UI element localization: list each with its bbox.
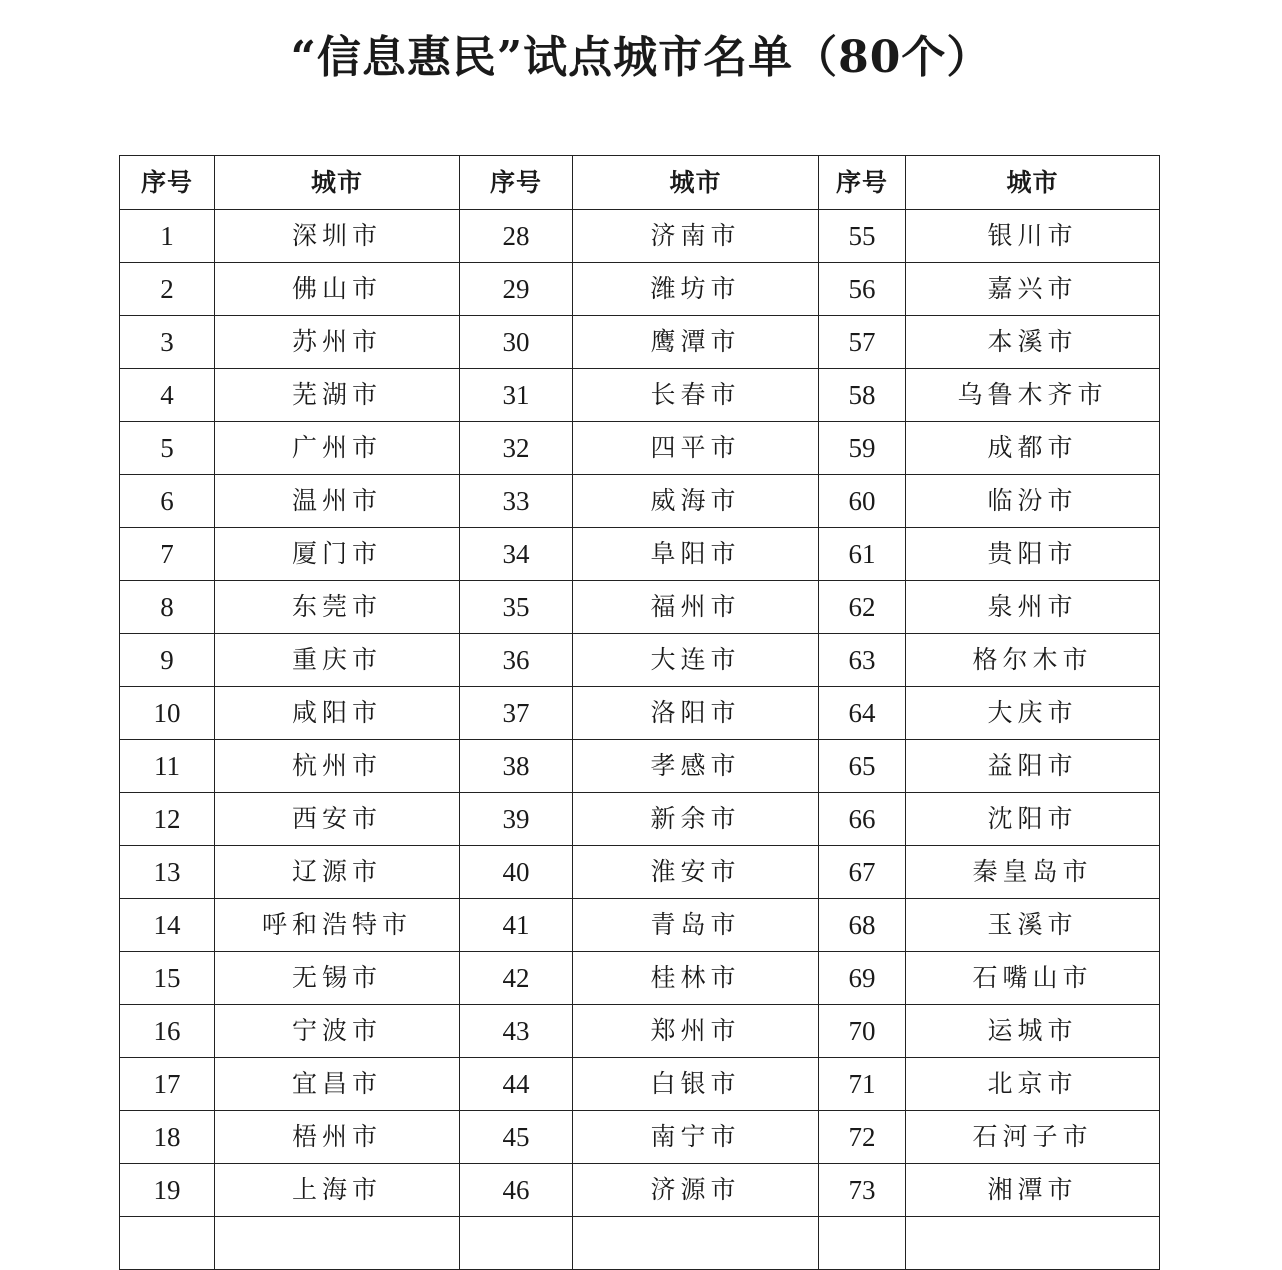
city-cell: 石河子市 xyxy=(906,1111,1160,1164)
index-cell: 45 xyxy=(460,1111,573,1164)
index-cell: 65 xyxy=(819,740,906,793)
city-cell: 梧州市 xyxy=(215,1111,460,1164)
index-cell: 18 xyxy=(120,1111,215,1164)
index-cell: 40 xyxy=(460,846,573,899)
index-cell: 10 xyxy=(120,687,215,740)
table-row xyxy=(120,687,1160,740)
index-cell: 35 xyxy=(460,581,573,634)
city-cell: 桂林市 xyxy=(573,952,819,1005)
city-cell: 鹰潭市 xyxy=(573,316,819,369)
city-cell: 石嘴山市 xyxy=(906,952,1160,1005)
index-cell: 57 xyxy=(819,316,906,369)
city-cell: 无锡市 xyxy=(215,952,460,1005)
index-cell: 38 xyxy=(460,740,573,793)
index-cell: 3 xyxy=(120,316,215,369)
index-cell: 56 xyxy=(819,263,906,316)
city-cell: 厦门市 xyxy=(215,528,460,581)
city-cell: 贵阳市 xyxy=(906,528,1160,581)
city-cell: 淮安市 xyxy=(573,846,819,899)
column-header-index: 序号 xyxy=(819,156,906,210)
city-cell: 佛山市 xyxy=(215,263,460,316)
index-cell: 7 xyxy=(120,528,215,581)
city-cell: 西安市 xyxy=(215,793,460,846)
table-row xyxy=(120,210,1160,263)
city-cell: 潍坊市 xyxy=(573,263,819,316)
index-cell: 19 xyxy=(120,1164,215,1217)
column-header-city: 城市 xyxy=(215,156,460,210)
city-cell: 格尔木市 xyxy=(906,634,1160,687)
city-cell: 阜阳市 xyxy=(573,528,819,581)
index-cell: 14 xyxy=(120,899,215,952)
index-cell: 67 xyxy=(819,846,906,899)
table-row xyxy=(120,846,1160,899)
city-cell: 温州市 xyxy=(215,475,460,528)
index-cell: 42 xyxy=(460,952,573,1005)
column-header-city: 城市 xyxy=(573,156,819,210)
index-cell xyxy=(120,1217,215,1270)
city-cell: 长春市 xyxy=(573,369,819,422)
city-cell: 宁波市 xyxy=(215,1005,460,1058)
city-cell: 苏州市 xyxy=(215,316,460,369)
city-cell: 本溪市 xyxy=(906,316,1160,369)
index-cell: 5 xyxy=(120,422,215,475)
city-cell: 泉州市 xyxy=(906,581,1160,634)
table-row xyxy=(120,899,1160,952)
city-cell: 郑州市 xyxy=(573,1005,819,1058)
city-cell: 沈阳市 xyxy=(906,793,1160,846)
city-cell: 宜昌市 xyxy=(215,1058,460,1111)
city-cell: 孝感市 xyxy=(573,740,819,793)
index-cell: 72 xyxy=(819,1111,906,1164)
column-header-index: 序号 xyxy=(120,156,215,210)
city-cell: 四平市 xyxy=(573,422,819,475)
city-cell: 新余市 xyxy=(573,793,819,846)
city-cell: 芜湖市 xyxy=(215,369,460,422)
city-cell: 秦皇岛市 xyxy=(906,846,1160,899)
city-cell: 北京市 xyxy=(906,1058,1160,1111)
index-cell: 58 xyxy=(819,369,906,422)
city-cell: 济源市 xyxy=(573,1164,819,1217)
city-cell: 咸阳市 xyxy=(215,687,460,740)
index-cell: 70 xyxy=(819,1005,906,1058)
city-cell xyxy=(906,1217,1160,1270)
table-row xyxy=(120,316,1160,369)
index-cell: 32 xyxy=(460,422,573,475)
city-cell: 威海市 xyxy=(573,475,819,528)
column-header-index: 序号 xyxy=(460,156,573,210)
city-cell: 银川市 xyxy=(906,210,1160,263)
index-cell: 6 xyxy=(120,475,215,528)
city-list-table xyxy=(119,155,1160,1270)
index-cell: 73 xyxy=(819,1164,906,1217)
table-row xyxy=(120,952,1160,1005)
table-row xyxy=(120,1217,1160,1270)
index-cell: 29 xyxy=(460,263,573,316)
table-row xyxy=(120,1164,1160,1217)
index-cell: 59 xyxy=(819,422,906,475)
city-cell: 重庆市 xyxy=(215,634,460,687)
index-cell: 13 xyxy=(120,846,215,899)
index-cell: 11 xyxy=(120,740,215,793)
index-cell: 34 xyxy=(460,528,573,581)
index-cell: 36 xyxy=(460,634,573,687)
table-row xyxy=(120,581,1160,634)
city-cell: 玉溪市 xyxy=(906,899,1160,952)
index-cell: 68 xyxy=(819,899,906,952)
index-cell: 46 xyxy=(460,1164,573,1217)
index-cell: 41 xyxy=(460,899,573,952)
city-cell: 大连市 xyxy=(573,634,819,687)
table-header-row xyxy=(120,156,1160,210)
index-cell: 1 xyxy=(120,210,215,263)
city-cell: 呼和浩特市 xyxy=(215,899,460,952)
table-row xyxy=(120,1058,1160,1111)
table-row xyxy=(120,1005,1160,1058)
city-cell: 东莞市 xyxy=(215,581,460,634)
city-cell: 白银市 xyxy=(573,1058,819,1111)
city-cell: 青岛市 xyxy=(573,899,819,952)
index-cell xyxy=(819,1217,906,1270)
city-cell: 南宁市 xyxy=(573,1111,819,1164)
table-row xyxy=(120,1111,1160,1164)
table-row xyxy=(120,793,1160,846)
city-cell: 深圳市 xyxy=(215,210,460,263)
table-row xyxy=(120,422,1160,475)
index-cell: 15 xyxy=(120,952,215,1005)
table-row xyxy=(120,263,1160,316)
city-cell xyxy=(573,1217,819,1270)
index-cell: 37 xyxy=(460,687,573,740)
city-cell: 运城市 xyxy=(906,1005,1160,1058)
city-cell: 辽源市 xyxy=(215,846,460,899)
index-cell: 55 xyxy=(819,210,906,263)
index-cell: 66 xyxy=(819,793,906,846)
table-body xyxy=(120,210,1160,1270)
city-cell: 上海市 xyxy=(215,1164,460,1217)
index-cell xyxy=(460,1217,573,1270)
index-cell: 17 xyxy=(120,1058,215,1111)
index-cell: 9 xyxy=(120,634,215,687)
city-cell: 大庆市 xyxy=(906,687,1160,740)
city-cell: 成都市 xyxy=(906,422,1160,475)
index-cell: 69 xyxy=(819,952,906,1005)
index-cell: 30 xyxy=(460,316,573,369)
index-cell: 2 xyxy=(120,263,215,316)
city-cell: 福州市 xyxy=(573,581,819,634)
index-cell: 39 xyxy=(460,793,573,846)
index-cell: 62 xyxy=(819,581,906,634)
index-cell: 28 xyxy=(460,210,573,263)
city-cell: 乌鲁木齐市 xyxy=(906,369,1160,422)
index-cell: 43 xyxy=(460,1005,573,1058)
city-cell: 洛阳市 xyxy=(573,687,819,740)
city-cell xyxy=(215,1217,460,1270)
table-row xyxy=(120,475,1160,528)
index-cell: 64 xyxy=(819,687,906,740)
city-cell: 嘉兴市 xyxy=(906,263,1160,316)
city-cell: 湘潭市 xyxy=(906,1164,1160,1217)
index-cell: 33 xyxy=(460,475,573,528)
index-cell: 63 xyxy=(819,634,906,687)
index-cell: 71 xyxy=(819,1058,906,1111)
index-cell: 8 xyxy=(120,581,215,634)
city-cell: 临汾市 xyxy=(906,475,1160,528)
table-row xyxy=(120,634,1160,687)
column-header-city: 城市 xyxy=(906,156,1160,210)
city-cell: 广州市 xyxy=(215,422,460,475)
page-title: “信息惠民”试点城市名单（80个） xyxy=(290,32,992,83)
index-cell: 4 xyxy=(120,369,215,422)
city-cell: 杭州市 xyxy=(215,740,460,793)
index-cell: 61 xyxy=(819,528,906,581)
table-row xyxy=(120,369,1160,422)
index-cell: 60 xyxy=(819,475,906,528)
index-cell: 12 xyxy=(120,793,215,846)
table-row xyxy=(120,528,1160,581)
city-cell: 益阳市 xyxy=(906,740,1160,793)
index-cell: 31 xyxy=(460,369,573,422)
city-cell: 济南市 xyxy=(573,210,819,263)
table-row xyxy=(120,740,1160,793)
index-cell: 16 xyxy=(120,1005,215,1058)
index-cell: 44 xyxy=(460,1058,573,1111)
